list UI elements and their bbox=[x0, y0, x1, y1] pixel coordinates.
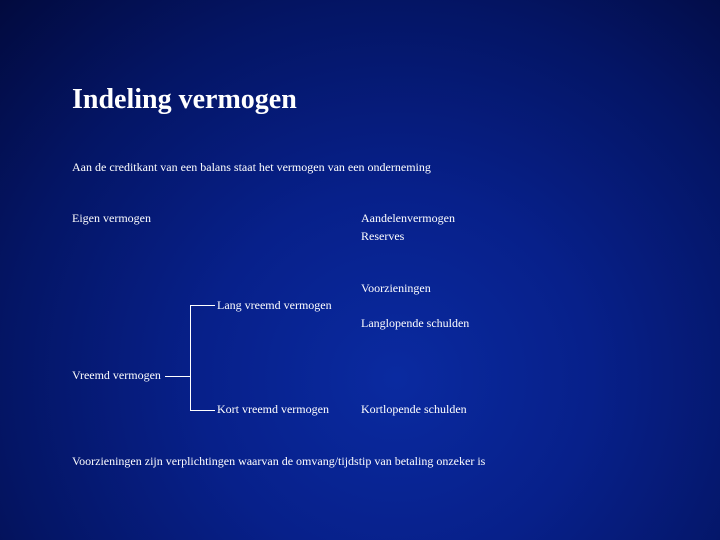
vreemd-vermogen-label: Vreemd vermogen bbox=[72, 368, 161, 382]
kortlopende-schulden-label: Kortlopende schulden bbox=[361, 402, 467, 416]
reserves-label: Reserves bbox=[361, 229, 405, 243]
aandelenvermogen-label: Aandelenvermogen bbox=[361, 211, 455, 225]
footnote-text: Voorzieningen zijn verplichtingen waarvan de omvang/tijdstip van betaling onzeker is bbox=[72, 454, 486, 468]
intro-text: Aan de creditkant van een balans staat het vermogen van een onderneming bbox=[72, 160, 431, 174]
connector-vertical bbox=[190, 305, 191, 411]
voorzieningen-label: Voorzieningen bbox=[361, 281, 431, 295]
connector-kort bbox=[190, 410, 215, 411]
connector-lang bbox=[190, 305, 215, 306]
lang-vreemd-vermogen-label: Lang vreemd vermogen bbox=[217, 298, 332, 312]
langlopende-schulden-label: Langlopende schulden bbox=[361, 316, 470, 330]
page-title: Indeling vermogen bbox=[72, 84, 297, 115]
eigen-vermogen-label: Eigen vermogen bbox=[72, 211, 151, 225]
kort-vreemd-vermogen-label: Kort vreemd vermogen bbox=[217, 402, 329, 416]
connector-stem bbox=[165, 376, 190, 377]
